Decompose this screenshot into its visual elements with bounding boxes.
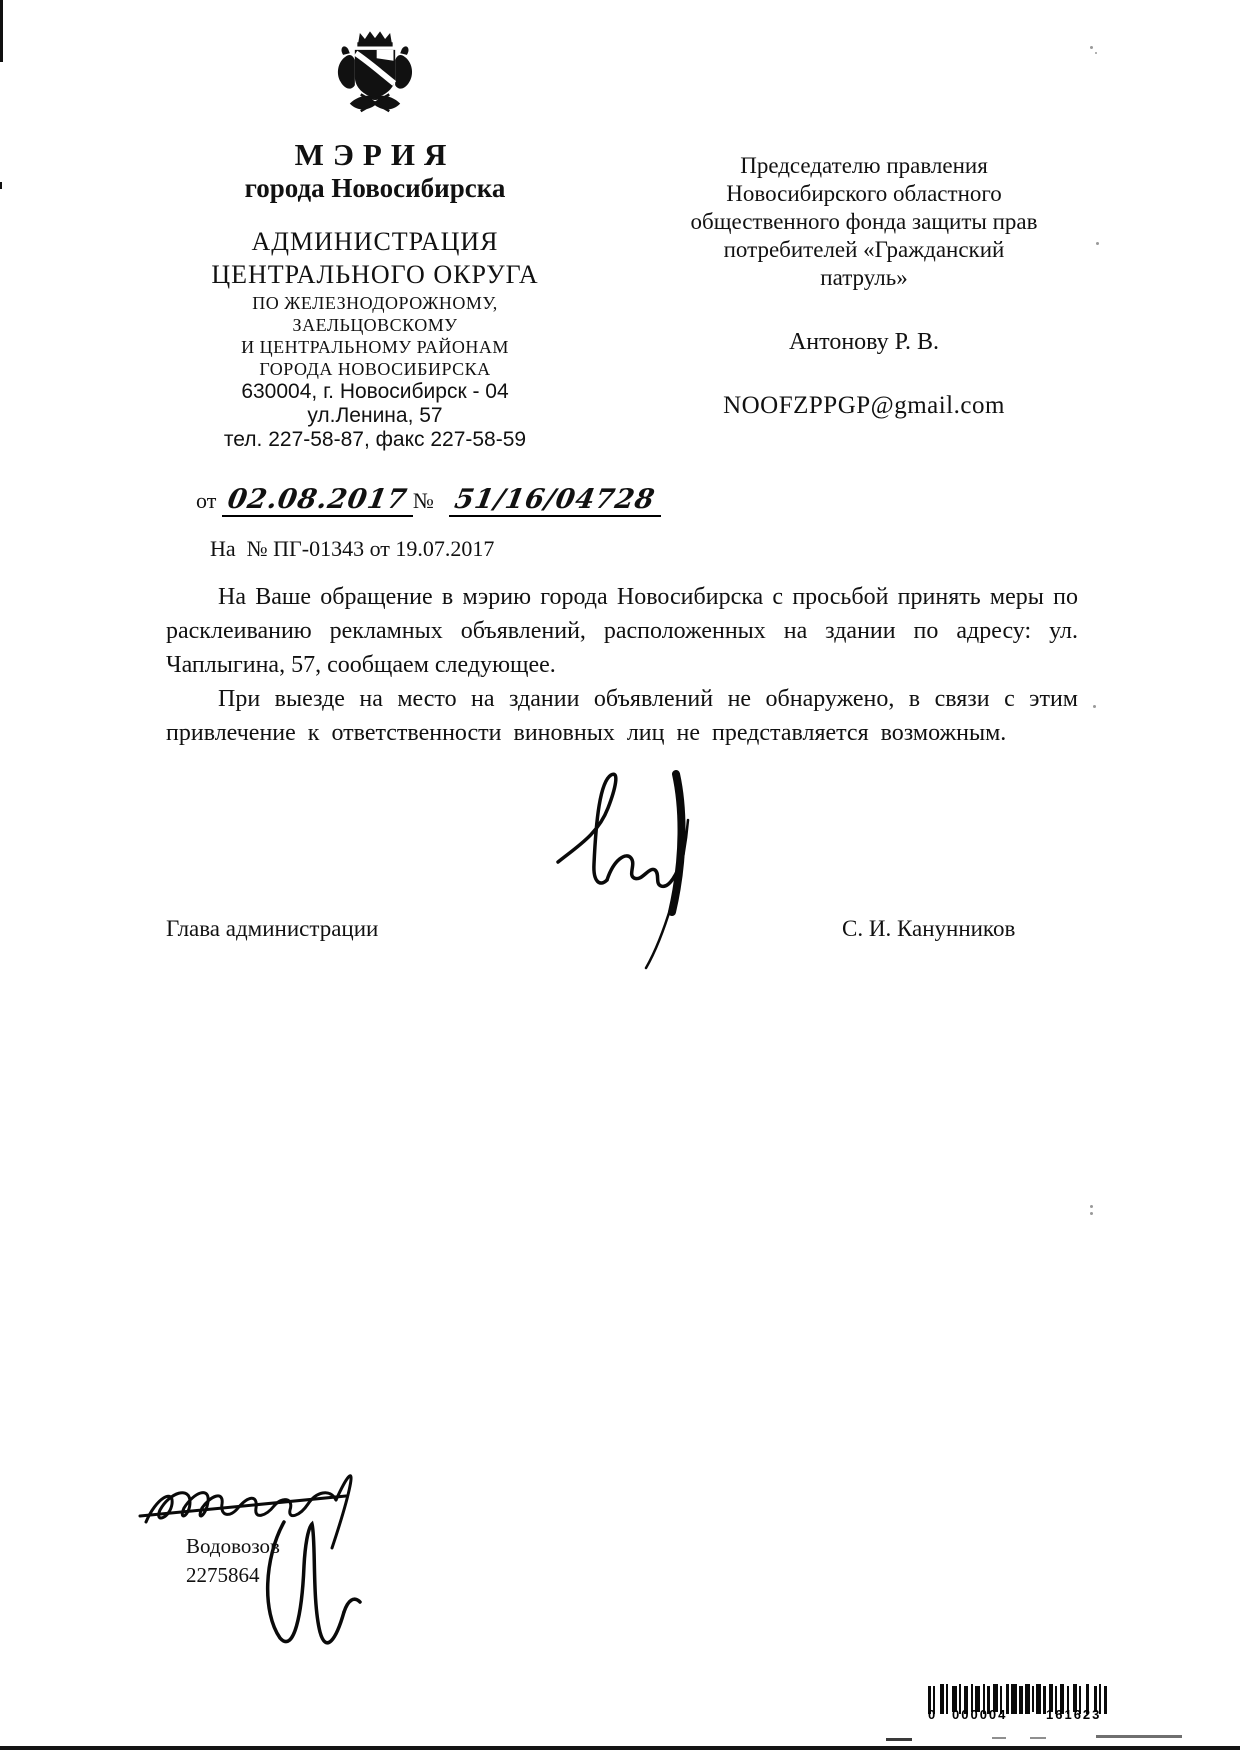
district-line1: ПО ЖЕЛЕЗНОДОРОЖНОМУ, [252, 293, 498, 313]
org-name-line1: МЭРИЯ [294, 137, 456, 172]
scan-artifact [1030, 1737, 1046, 1739]
letterhead [158, 28, 592, 452]
signer-position-title: Глава администрации [166, 916, 379, 941]
scan-artifact [0, 182, 2, 189]
registration-line [196, 484, 661, 517]
addressee-block [638, 152, 1090, 420]
number-label: № [412, 488, 434, 513]
scan-speck [1093, 705, 1096, 708]
org-name-line2: города Новосибирска [244, 173, 506, 203]
scan-speck [1095, 52, 1097, 54]
scan-speck [1090, 1205, 1093, 1208]
phone-line: тел. 227-58-87, факс 227-58-59 [223, 428, 527, 451]
address-line1: 630004, г. Новосибирск - 04 [241, 380, 509, 403]
reference-line: На № ПГ-01343 от 19.07.2017 [210, 536, 495, 561]
barcode-digit-group: 000004 [952, 1707, 1008, 1722]
addressee-email: NOOFZPPGP@gmail.com [723, 392, 1005, 419]
handwritten-date: 02.08.2017 [225, 484, 410, 515]
district-line4: ГОРОДА НОВОСИБИРСКА [259, 359, 491, 379]
admin-line2: ЦЕНТРАЛЬНОГО ОКРУГА [211, 260, 539, 289]
scan-speck [1096, 242, 1099, 245]
barcode-digit-group: 0 [928, 1707, 938, 1722]
letter-body [166, 580, 1078, 750]
barcode-digit-group: 161623 [1046, 1707, 1102, 1722]
executor-phone: 2275864 [186, 1563, 260, 1587]
scan-speck [1090, 46, 1093, 49]
body-paragraph-1: На Ваше обращение в мэрию города Новосибирска с просьбой принять меры по расклеиванию рекламных объявлений, расположенных на здании по адресу: ул. Чаплыгина, 57, сообщаем следующее. [166, 584, 1078, 678]
addressee-line: общественного фонда защиты прав [690, 209, 1038, 234]
scan-artifact [886, 1738, 912, 1741]
scan-artifact [0, 1746, 1240, 1750]
addressee-line: Председателю правления [740, 153, 988, 178]
registration-barcode [928, 1684, 1128, 1724]
signer-name: С. И. Канунников [842, 916, 1016, 941]
address-line2: ул.Ленина, 57 [307, 404, 443, 427]
admin-line1: АДМИНИСТРАЦИЯ [251, 227, 499, 256]
district-line3: И ЦЕНТРАЛЬНОМУ РАЙОНАМ [241, 337, 509, 357]
scan-artifact [992, 1737, 1006, 1739]
scan-artifact [1096, 1735, 1182, 1738]
barcode-digits [928, 1707, 1128, 1721]
outgoing-date-field [222, 484, 413, 517]
addressee-name: Антонову Р. В. [788, 329, 940, 355]
handwritten-number: 51/16/04728 [452, 484, 658, 515]
scan-speck [1090, 1212, 1093, 1215]
addressee-line: патруль» [820, 265, 908, 290]
novosibirsk-coat-of-arms-icon [333, 28, 417, 128]
body-paragraph-2: При выезде на место на здании объявлений не обнаружено, в связи с этим привлечение к ответственности виновных лиц не представляется возможным. [166, 686, 1078, 746]
addressee-line: Новосибирского областного [726, 181, 1002, 206]
from-label: от [196, 488, 217, 513]
outgoing-number-field [449, 484, 661, 517]
addressee-line: потребителей «Гражданский [723, 237, 1005, 262]
district-line2: ЗАЕЛЬЦОВСКОМУ [292, 315, 458, 335]
head-signature-icon [552, 762, 742, 972]
executor-name: Водовозов [186, 1534, 280, 1558]
scan-artifact [0, 0, 3, 62]
